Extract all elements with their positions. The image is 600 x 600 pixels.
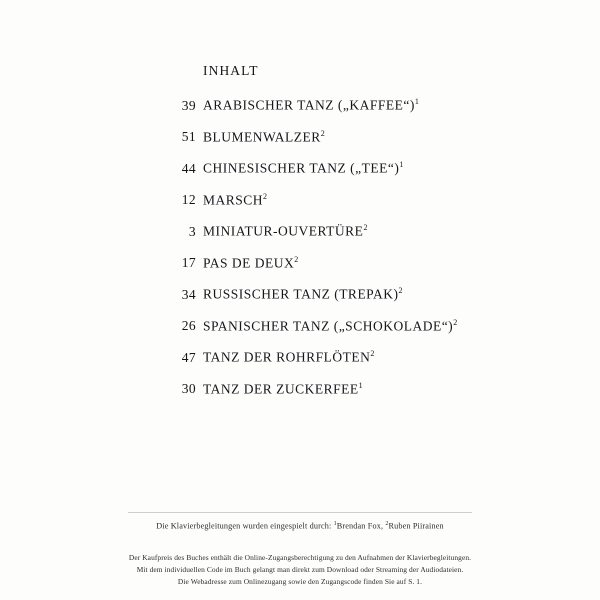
toc-page-number: 26 — [181, 318, 196, 333]
list-item — [0, 255, 600, 287]
online-access-line-2: Mit dem individuellen Code im Buch gelangt man direkt zum Download oder Streaming der Audiodateien. — [136, 565, 464, 575]
footnote-marker: 1 — [358, 380, 363, 390]
toc-entry-title: BLUMENWALZER$^2$ — [203, 128, 325, 144]
table-of-contents — [0, 97, 600, 412]
toc-entry-title: ARABISCHER TANZ („KAFFEE“)$^1$ — [203, 97, 419, 113]
toc-page-number: 17 — [181, 255, 196, 270]
footnote-marker: 1 — [414, 97, 419, 106]
toc-page-number: 34 — [181, 286, 196, 302]
toc-page-number: 30 — [181, 381, 196, 396]
toc-page-number: 3 — [188, 223, 196, 239]
online-access-note — [0, 552, 600, 589]
toc-page-number: 39 — [181, 97, 196, 113]
list-item — [0, 160, 600, 192]
toc-entry-title: TANZ DER ZUCKERFEE$^1$ — [203, 380, 363, 396]
divider — [128, 512, 472, 513]
toc-entry-title: MINIATUR-OUVERTÜRE$^2$ — [203, 223, 368, 239]
online-access-line-1: Der Kaufpreis des Buches enthält die Online-Zugangsberechtigung zu den Aufnahmen der Klavierbegleitungen. — [128, 553, 472, 562]
list-item — [0, 318, 600, 350]
toc-entry-title: TANZ DER ROHRFLÖTEN$^2$ — [203, 349, 375, 365]
toc-page-number: 44 — [181, 160, 196, 176]
list-item — [0, 97, 600, 129]
list-item — [0, 381, 600, 413]
list-item — [0, 129, 600, 161]
list-item — [0, 349, 600, 381]
recording-credit: Die Klavierbegleitungen wurden eingespielt durch: $^1$Brendan Fox, $^2$Ruben Piirainen — [156, 521, 444, 531]
toc-page-number: 51 — [181, 129, 196, 144]
toc-entry-title: PAS DE DEUX$^2$ — [203, 254, 299, 270]
footnote-marker-2: 2 — [385, 521, 389, 527]
toc-entry-title: SPANISCHER TANZ („SCHOKOLADE“)$^2$ — [203, 317, 458, 333]
toc-entry-title: RUSSISCHER TANZ (TREPAK)$^2$ — [203, 286, 403, 302]
list-item — [0, 286, 600, 318]
footnote-marker: 1 — [399, 160, 404, 169]
toc-entry-title: CHINESISCHER TANZ („TEE“)$^1$ — [203, 160, 404, 176]
toc-page-number: 12 — [181, 192, 196, 207]
online-access-line-3: Die Webadresse zum Onlinezugang sowie den Zugangscode finden Sie auf S. 1. — [177, 577, 423, 587]
toc-entry-title: MARSCH$^2$ — [203, 191, 268, 207]
footnote-marker: 2 — [398, 286, 403, 295]
footnote-marker: 2 — [294, 254, 299, 264]
footnote-marker: 2 — [453, 317, 458, 327]
list-item — [0, 192, 600, 224]
toc-page-number: 47 — [181, 349, 196, 365]
footnote-marker: 2 — [263, 191, 268, 201]
footnote-marker: 2 — [370, 349, 375, 358]
list-item — [0, 223, 600, 255]
footnote-marker: 2 — [363, 223, 368, 232]
footnote-marker: 2 — [320, 128, 325, 138]
page-title: INHALT — [203, 63, 259, 78]
footnote-marker-1: 1 — [333, 521, 337, 527]
